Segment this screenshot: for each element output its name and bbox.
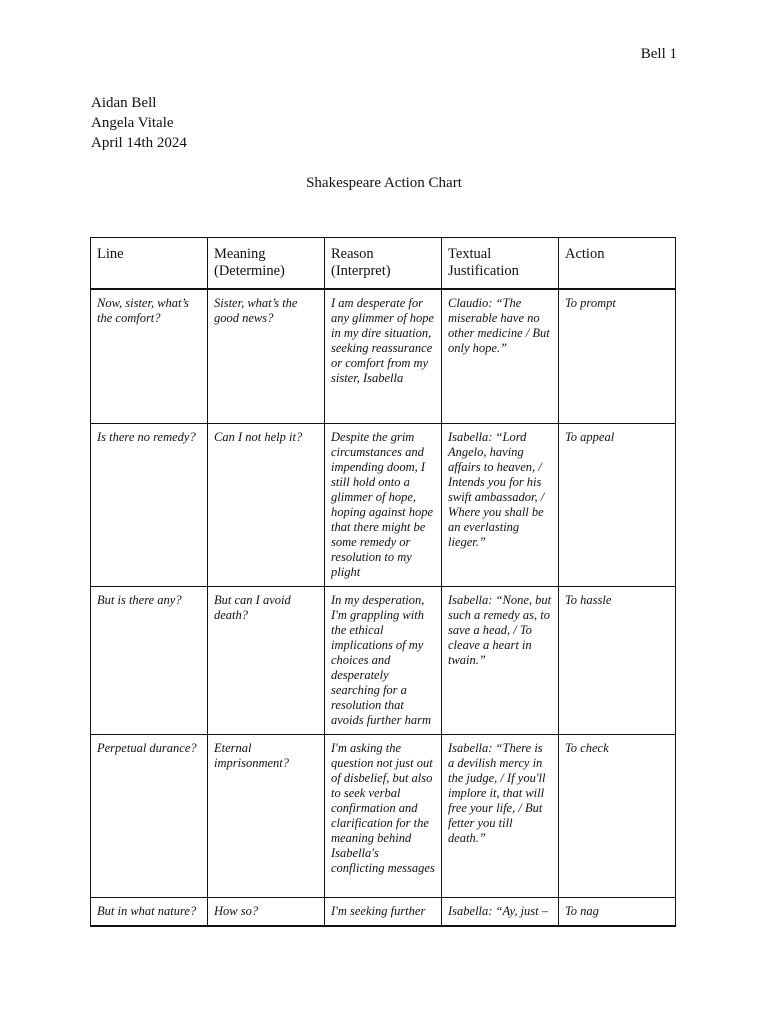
heading-block (91, 93, 187, 153)
cell-reason: Despite the grim circumstances and impending doom, I still hold onto a glimmer of hope, hoping against hope that there might be some remedy or resolution to my plight (325, 424, 442, 587)
cell-meaning: Sister, what’s the good news? (208, 289, 325, 424)
table-row (91, 587, 676, 735)
cell-justification: Isabella: “Lord Angelo, having affairs to heaven, / Intends you for his swift ambassador, / Where you shall be an everlasting lieger.” (442, 424, 559, 587)
table-row (91, 289, 676, 424)
table-row (91, 898, 676, 927)
cell-justification: Isabella: “There is a devilish mercy in the judge, / If you'll implore it, that will free your life, / But fetter you till death.” (442, 735, 559, 898)
author-name: Aidan Bell (91, 95, 157, 111)
table-header-row (91, 238, 676, 290)
cell-action: To prompt (559, 289, 676, 424)
cell-meaning: Eternal imprisonment? (208, 735, 325, 898)
document-title: Shakespeare Action Chart (306, 175, 462, 191)
cell-line: But is there any? (91, 587, 208, 735)
header-justification: Textual Justification (442, 238, 559, 290)
cell-line: Perpetual durance? (91, 735, 208, 898)
cell-justification: Isabella: “Ay, just – (442, 898, 559, 927)
cell-meaning: How so? (208, 898, 325, 927)
action-chart-table (90, 237, 676, 927)
cell-justification: Claudio: “The miserable have no other medicine / But only hope.” (442, 289, 559, 424)
table-row (91, 735, 676, 898)
cell-meaning: Can I not help it? (208, 424, 325, 587)
header-meaning: Meaning (Determine) (208, 238, 325, 290)
header-action: Action (559, 238, 676, 290)
document-date: April 14th 2024 (91, 135, 187, 151)
cell-line: But in what nature? (91, 898, 208, 927)
cell-justification: Isabella: “None, but such a remedy as, to save a head, / To cleave a heart in twain.” (442, 587, 559, 735)
cell-action: To appeal (559, 424, 676, 587)
cell-action: To check (559, 735, 676, 898)
cell-reason: I'm seeking further (325, 898, 442, 927)
cell-reason: In my desperation, I'm grappling with the ethical implications of my choices and desperately searching for a resolution that avoids further harm (325, 587, 442, 735)
header-reason: Reason (Interpret) (325, 238, 442, 290)
cell-action: To hassle (559, 587, 676, 735)
cell-line: Is there no remedy? (91, 424, 208, 587)
cell-action: To nag (559, 898, 676, 927)
table-row (91, 424, 676, 587)
cell-reason: I'm asking the question not just out of disbelief, but also to seek verbal confirmation and clarification for the meaning behind Isabella's conflicting messages (325, 735, 442, 898)
instructor-name: Angela Vitale (91, 115, 174, 131)
header-line: Line (91, 238, 208, 290)
page-number-header: Bell 1 (640, 46, 677, 62)
cell-reason: I am desperate for any glimmer of hope in my dire situation, seeking reassurance or comfort from my sister, Isabella (325, 289, 442, 424)
cell-meaning: But can I avoid death? (208, 587, 325, 735)
cell-line: Now, sister, what’s the comfort? (91, 289, 208, 424)
